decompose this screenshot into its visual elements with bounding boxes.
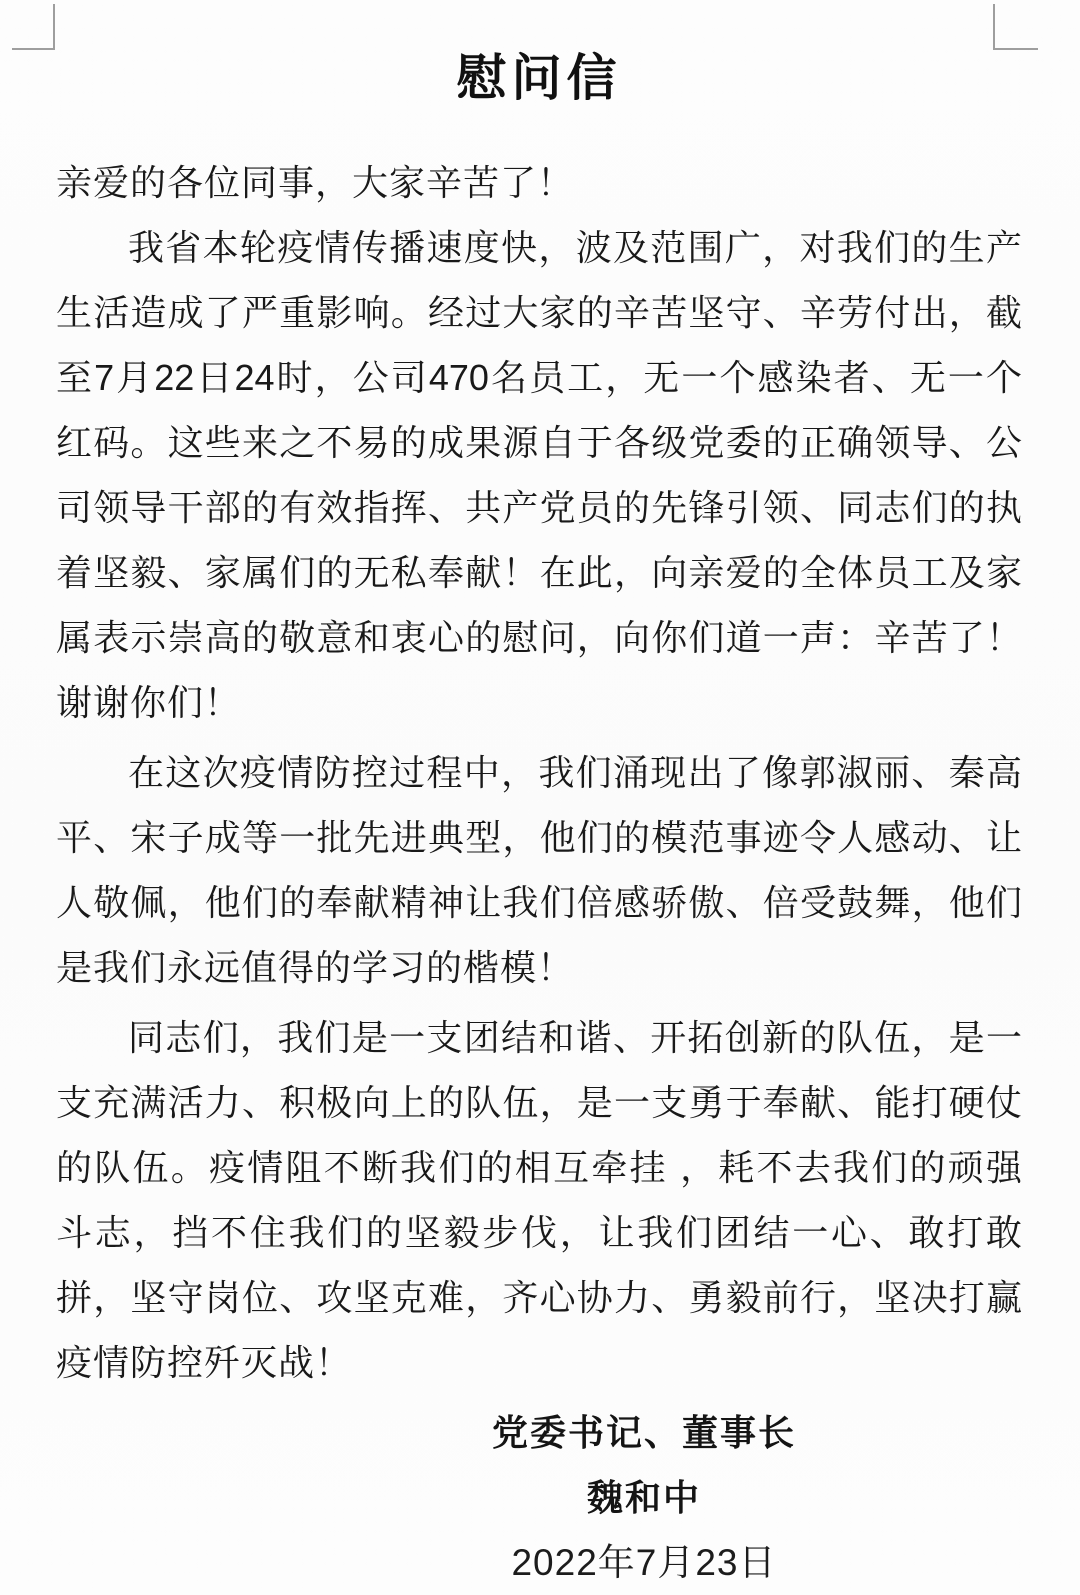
body-line: 同志们，我们是一支团结和谐、开拓创新的队伍，是一 (128, 1017, 1022, 1058)
signature-block (266, 1400, 1022, 1595)
body-line: 我省本轮疫情传播速度快，波及范围广，对我们的生产 (128, 227, 1022, 268)
signature-date: 2022年7月23日 (511, 1542, 777, 1583)
body-line: 谢谢你们！ (56, 682, 242, 723)
body-line: 平、宋子成等一批先进典型，他们的模范事迹令人感动、让 (56, 817, 1022, 858)
body-line: 司领导干部的有效指挥、共产党员的先锋引领、同志们的执 (56, 487, 1022, 528)
letter-greeting: 亲爱的各位同事，大家辛苦了！ (56, 162, 575, 203)
body-line: 生活造成了严重影响。经过大家的辛苦坚守、辛劳付出，截 (56, 292, 1022, 333)
signature-role: 党委书记、董事长 (491, 1412, 796, 1453)
body-line: 属表示崇高的敬意和衷心的慰问，向你们道一声：辛苦了！ (56, 617, 1022, 658)
body-line: 红码。这些来之不易的成果源自于各级党委的正确领导、公 (56, 422, 1022, 463)
body-line: 至7月22日24时，公司470名员工，无一个感染者、无一个 (56, 357, 1022, 398)
body-line: 斗志，挡不住我们的坚毅步伐，让我们团结一心、敢打敢 (56, 1212, 1022, 1253)
body-line: 拼，坚守岗位、攻坚克难，齐心协力、勇毅前行，坚决打赢 (56, 1277, 1022, 1318)
signature-name: 魏和中 (586, 1477, 701, 1518)
body-line: 的队伍。疫情阻不断我们的相互牵挂 ，耗不去我们的顽强 (56, 1147, 1022, 1188)
body-line: 在这次疫情防控过程中，我们涌现出了像郭淑丽、秦高 (128, 752, 1022, 793)
page-corner-mark-right (993, 4, 1038, 50)
letter-paragraph-2 (56, 740, 1022, 1000)
body-line: 疫情防控歼灭战！ (56, 1342, 353, 1383)
body-line: 着坚毅、家属们的无私奉献！在此，向亲爱的全体员工及家 (56, 552, 1022, 593)
body-line: 是我们永远值得的学习的楷模！ (56, 947, 575, 988)
body-line: 人敬佩，他们的奉献精神让我们倍感骄傲、倍受鼓舞，他们 (56, 882, 1022, 923)
letter-title: 慰问信 (456, 50, 622, 106)
letter-paragraph-1 (56, 215, 1022, 735)
letter-paragraph-3 (56, 1005, 1022, 1395)
page-corner-mark-left (12, 4, 55, 50)
body-line: 支充满活力、积极向上的队伍，是一支勇于奉献、能打硬仗 (56, 1082, 1022, 1123)
